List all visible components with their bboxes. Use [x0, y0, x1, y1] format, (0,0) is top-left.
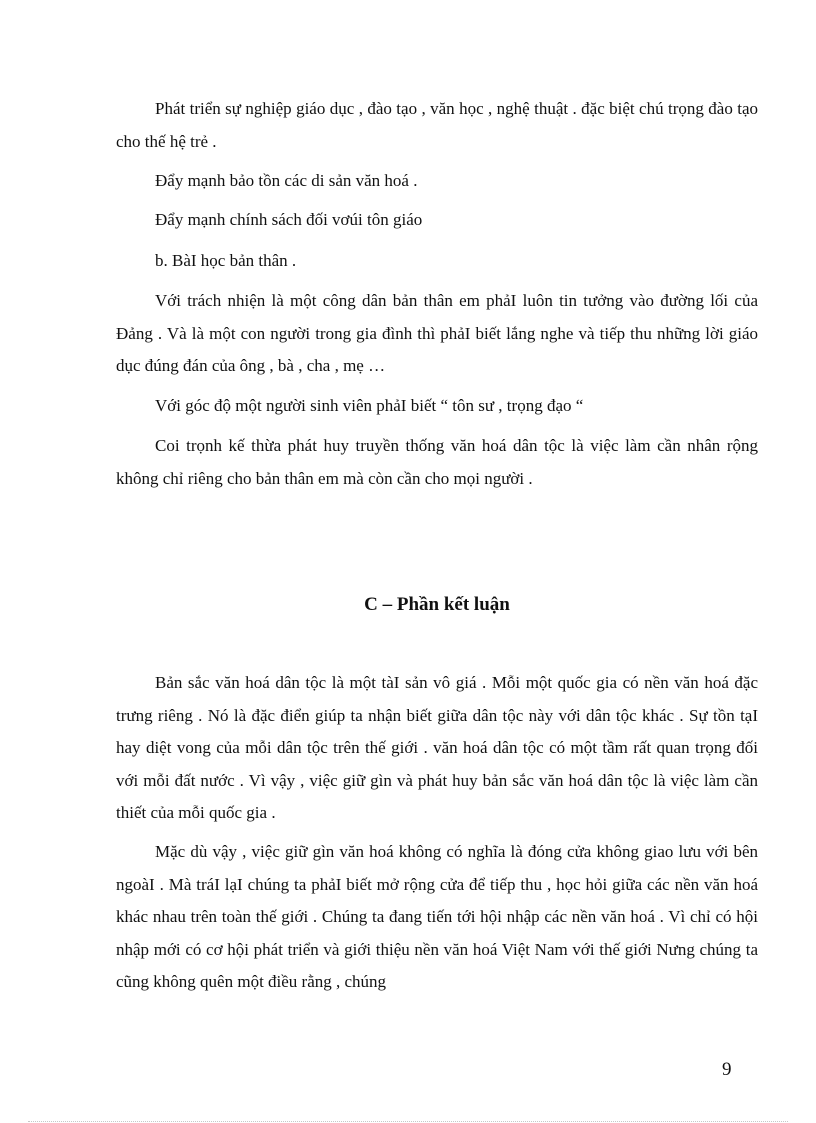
paragraph-religion-policy: Đẩy mạnh chính sách đối vơúi tôn giáo — [155, 210, 423, 229]
paragraph-cultural-identity: Bản sắc văn hoá dân tộc là một tàI sản vô giá . Mỗi một quốc gia có nền văn hoá đặc trưng riêng . Nó là đặc điển giúp ta nhận biết giữa dân tộc này với dân tộc khác . Sự tồn tạI hay diệt vong của mỗi dân tộc trên thế giới . văn hoá dân tộc có một tầm rất quan trọng đối với mỗi đất nước . Vì vậy , việc giữ gìn và phát huy bản sắc văn hoá dân tộc là việc làm cần thiết của mỗi quốc gia . — [116, 673, 758, 822]
paragraph-student-respect: Với góc độ một người sinh viên phảI biết “ tôn sư , trọng đạo “ — [155, 396, 584, 415]
paragraph-tradition-inheritance: Coi trọnh kế thừa phát huy truyền thống văn hoá dân tộc là việc làm cần nhân rộng không chỉ riêng cho bản thân em mà còn cần cho mọi người . — [116, 436, 758, 488]
paragraph-education-development: Phát triển sự nghiệp giáo dục , đào tạo , văn học , nghệ thuật . đặc biệt chú trọng đào tạo cho thế hệ trẻ . — [116, 99, 758, 151]
paragraph-heritage-preservation: Đẩy mạnh bảo tồn các di sản văn hoá . — [155, 171, 418, 190]
paragraph-citizen-responsibility: Với trách nhiện là một công dân bản thân em phảI luôn tin tưởng vào đường lối của Đảng . Và là một con người trong gia đình thì phảI biết lắng nghe và tiếp thu những lời giáo dục đúng đán của ông , bà , cha , mẹ … — [116, 291, 758, 375]
section-heading-conclusion: C – Phần kết luận — [364, 594, 510, 615]
paragraph-cultural-integration: Mặc dù vậy , việc giữ gìn văn hoá không có nghĩa là đóng cửa không giao lưu với bên ngoàI . Mà tráI lạI chúng ta phảI biết mở rộng cửa để tiếp thu , học hỏi giữa các nền văn hoá khác nhau trên toàn thế giới . Chúng ta đang tiến tới hội nhập các nền văn hoá . Vì chỉ có hội nhập mới có cơ hội phát triển và giới thiệu nền văn hoá Việt Nam với thế giới Nưng chúng ta cũng không quên một điều rằng , chúng — [116, 842, 758, 991]
page-bottom-divider — [28, 1121, 788, 1122]
subheading-personal-lesson: b. BàI học bản thân . — [155, 251, 297, 270]
page-number: 9 — [722, 1059, 732, 1080]
